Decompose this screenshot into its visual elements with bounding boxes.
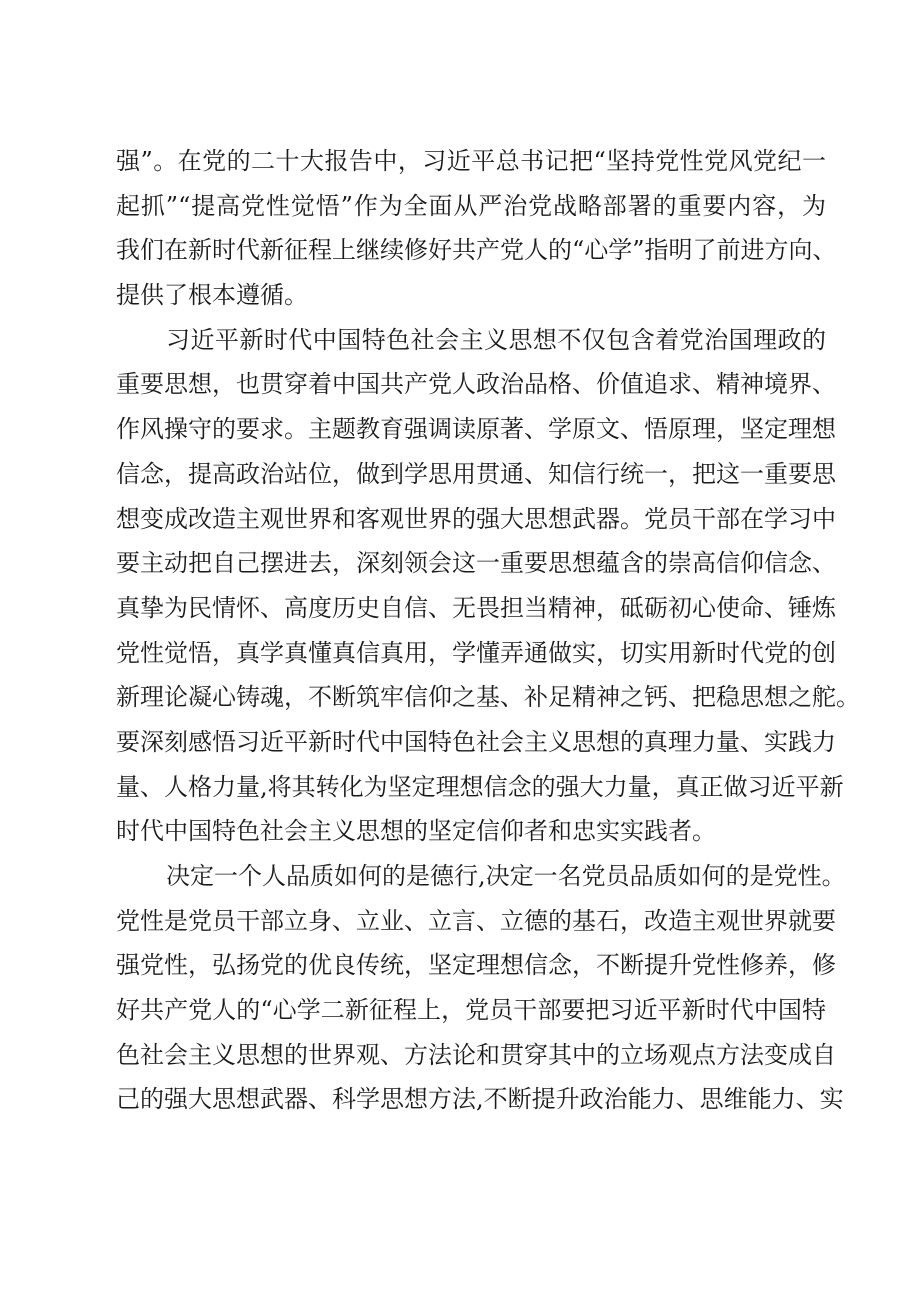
text-line: 强党性，弘扬党的优良传统，坚定理想信念，不断提升党性修养，修 bbox=[116, 951, 836, 980]
text-line: 提供了根本遵循。 bbox=[116, 281, 308, 310]
text-line: 重要思想，也贯穿着中国共产党人政治品格、价值追求、精神境界、 bbox=[116, 370, 836, 399]
text-line: 我们在新时代新征程上继续修好共产党人的“心学”指明了前进方向、 bbox=[116, 236, 837, 265]
text-line: 真挚为民情怀、高度历史自信、无畏担当精神，砥砺初心使命、锤炼 bbox=[116, 593, 836, 622]
text-line: 要深刻感悟习近平新时代中国特色社会主义思想的真理力量、实践力 bbox=[116, 727, 836, 756]
body-text bbox=[116, 139, 860, 1122]
text-line: 新理论凝心铸魂，不断筑牢信仰之基、补足精神之钙、把稳思想之舵。 bbox=[116, 683, 860, 712]
text-line: 时代中国特色社会主义思想的坚定信仰者和忠实实践者。 bbox=[116, 817, 716, 846]
text-line: 党性觉悟，真学真懂真信真用，学懂弄通做实，切实用新时代党的创 bbox=[116, 638, 836, 667]
text-line: 己的强大思想武器、科学思想方法,不断提升政治能力、思维能力、实 bbox=[116, 1085, 844, 1114]
text-line: 信念，提高政治站位，做到学思用贯通、知信行统一，把这一重要思 bbox=[116, 459, 836, 488]
text-line: 色社会主义思想的世界观、方法论和贯穿其中的立场观点方法变成自 bbox=[116, 1040, 836, 1069]
paragraph-first-line: 习近平新时代中国特色社会主义思想不仅包含着党治国理政的 bbox=[166, 325, 826, 354]
text-line: 作风操守的要求。主题教育强调读原著、学原文、悟原理，坚定理想 bbox=[116, 415, 836, 444]
text-line: 想变成改造主观世界和客观世界的强大思想武器。党员干部在学习中 bbox=[116, 504, 836, 533]
paragraph-first-line: 决定一个人品质如何的是德行,决定一名党员品质如何的是党性。 bbox=[166, 862, 846, 890]
text-line: 要主动把自己摆进去，深刻领会这一重要思想蕴含的崇高信仰信念、 bbox=[116, 549, 836, 578]
text-line: 起抓”“提高党性觉悟”作为全面从严治党战略部署的重要内容，为 bbox=[116, 191, 826, 220]
text-line: 党性是党员干部立身、立业、立言、立德的基石，改造主观世界就要 bbox=[116, 906, 836, 935]
text-line: 强”。在党的二十大报告中，习近平总书记把“坚持党性党风党纪一 bbox=[116, 147, 826, 175]
text-line: 好共产党人的“心学二新征程上，党员干部要把习近平新时代中国特 bbox=[116, 996, 826, 1025]
text-line: 量、人格力量,将其转化为坚定理想信念的强大力量，真正做习近平新 bbox=[116, 772, 844, 801]
